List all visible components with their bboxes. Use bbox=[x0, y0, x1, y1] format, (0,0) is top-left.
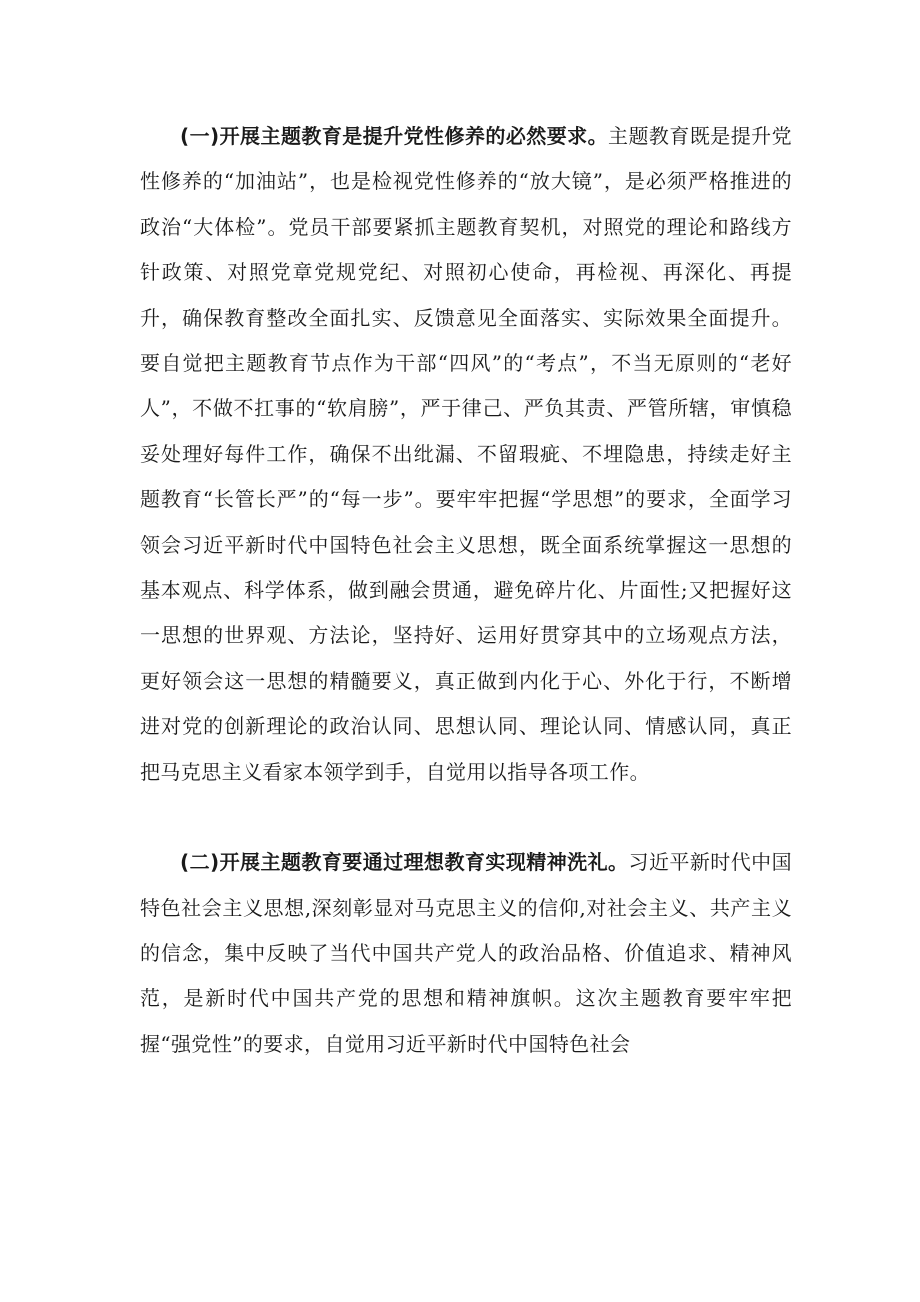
paragraph-1-body: 主题教育既是提升党性修养的“加油站”，也是检视党性修养的“放大镜”，是必须严格推进的政治“大体检”。党员干部要紧抓主题教育契机，对照党的理论和路线方针政策、对照党章党规党纪、对照初心使命，再检视、再深化、再提升，确保教育整改全面扎实、反馈意见全面落实、实际效果全面提升。要自觉把主题教育节点作为干部“四风”的“考点”，不当无原则的“老好人”，不做不扛事的“软肩膀”，严于律己、严负其责、严管所辖，审慎稳妥处理好每件工作，确保不出纰漏、不留瑕疵、不埋隐患，持续走好主题教育“长管长严”的“每一步”。要牢牢把握“学思想”的要求，全面学习领会习近平新时代中国特色社会主义思想，既全面系统掌握这一思想的基本观点、科学体系，做到融会贯通，避免碎片化、片面性;又把握好这一思想的世界观、方法论，坚持好、运用好贯穿其中的立场观点方法，更好领会这一思想的精髓要义，真正做到内化于心、外化于行，不断增进对党的创新理论的政治认同、思想认同、理论认同、情感认同，真正把马克思主义看家本领学到手，自觉用以指导各项工作。 bbox=[140, 124, 792, 784]
paragraph-2-body: 习近平新时代中国特色社会主义思想,深刻彰显对马克思主义的信仰,对社会主义、共产主义的信念，集中反映了当代中国共产党人的政治品格、价值追求、精神风范，是新时代中国共产党的思想和精神旗帜。这次主题教育要牢牢把握“强党性”的要求，自觉用习近平新时代中国特色社会 bbox=[140, 850, 793, 1056]
paragraph-2 bbox=[140, 840, 792, 1067]
paragraph-2-heading: (二)开展主题教育要通过理想教育实现精神洗礼。 bbox=[180, 850, 629, 875]
paragraph-1-heading: (一)开展主题教育是提升党性修养的必然要求。 bbox=[180, 124, 609, 148]
document-page bbox=[140, 114, 792, 1067]
paragraph-1 bbox=[140, 114, 792, 795]
